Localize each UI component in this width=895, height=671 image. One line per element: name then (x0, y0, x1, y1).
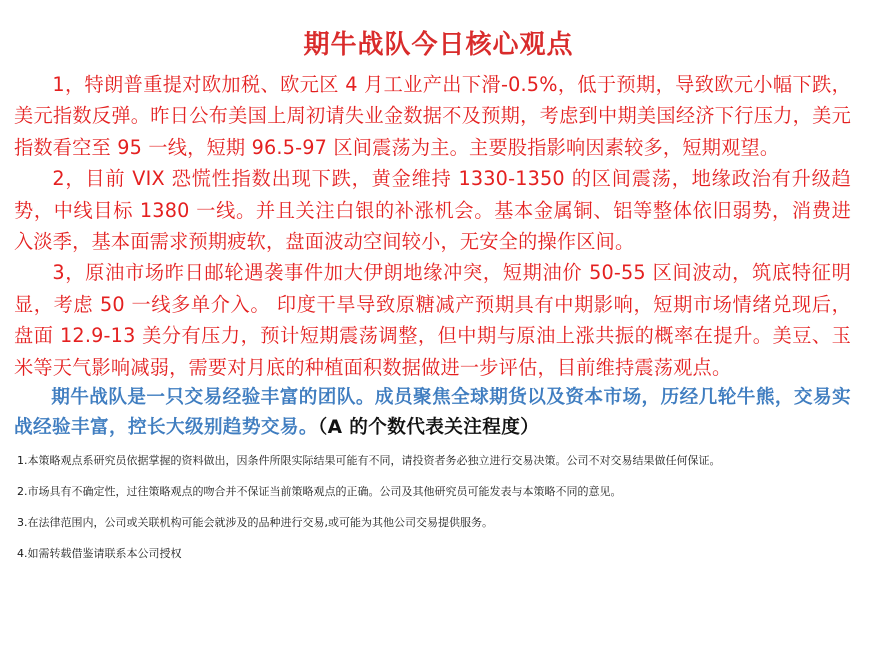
viewpoint-paragraph-2: 2，目前 VIX 恐慌性指数出现下跌，黄金维持 1330-1350 的区间震荡，地缘政治有升级趋势，中线目标 1380 一线。并且关注白银的补涨机会。基本金属铜、铝等整体依旧弱势，消费进入淡季，基本面需求预期疲软，盘面波动空间较小，无安全的操作区间。 (14, 167, 851, 254)
viewpoint-paragraph-3: 3，原油市场昨日邮轮遇袭事件加大伊朗地缘冲突，短期油价 50-55 区间波动，筑底特征明显，考虑 50 一线多单介入。 印度干旱导致原糖减产预期具有中期影响，短期市场情绪兑现后，盘面 12.9-13 美分有压力，预计短期震荡调整，但中期与原油上涨共振的概率在提升。美豆、玉米等天气影响减弱，需要对月底的种植面积数据做进一步评估，目前维持震荡观点。 (14, 261, 851, 379)
team-introduction (14, 383, 851, 443)
disclaimer-list (14, 454, 851, 561)
disclaimer-item-4: 4.如需转载借鉴请联系本公司授权 (17, 547, 182, 561)
viewpoint-paragraph-1: 1，特朗普重提对欧加税、欧元区 4 月工业产出下滑-0.5%，低于预期，导致欧元小幅下跌，美元指数反弹。昨日公布美国上周初请失业金数据不及预期，考虑到中期美国经济下行压力，美元指数看空至 95 一线，短期 96.5-97 区间震荡为主。主要股指影响因素较多，短期观望。 (14, 73, 851, 159)
team-intro-text: 期牛战队是一只交易经验丰富的团队。成员聚焦全球期货以及资本市场，历经几轮牛熊，交易实战经验丰富，控长大级别趋势交易。 (14, 387, 851, 439)
disclaimer-item-1: 1.本策略观点系研究员依据掌握的资料做出，因条件所限实际结果可能有不同，请投资者务必独立进行交易决策。公司不对交易结果做任何保证。 (17, 454, 721, 468)
disclaimer-item-3: 3.在法律范围内，公司或关联机构可能会就涉及的品种进行交易,或可能为其他公司交易提供服务。 (17, 516, 493, 530)
core-viewpoints (14, 69, 851, 443)
attention-level-note: （A 的个数代表关注程度） (317, 417, 540, 439)
page-title: 期牛战队今日核心观点 (303, 30, 574, 60)
disclaimer-item-2: 2.市场具有不确定性，过往策略观点的吻合并不保证当前策略观点的正确。公司及其他研究员可能发表与本策略不同的意见。 (17, 485, 622, 499)
